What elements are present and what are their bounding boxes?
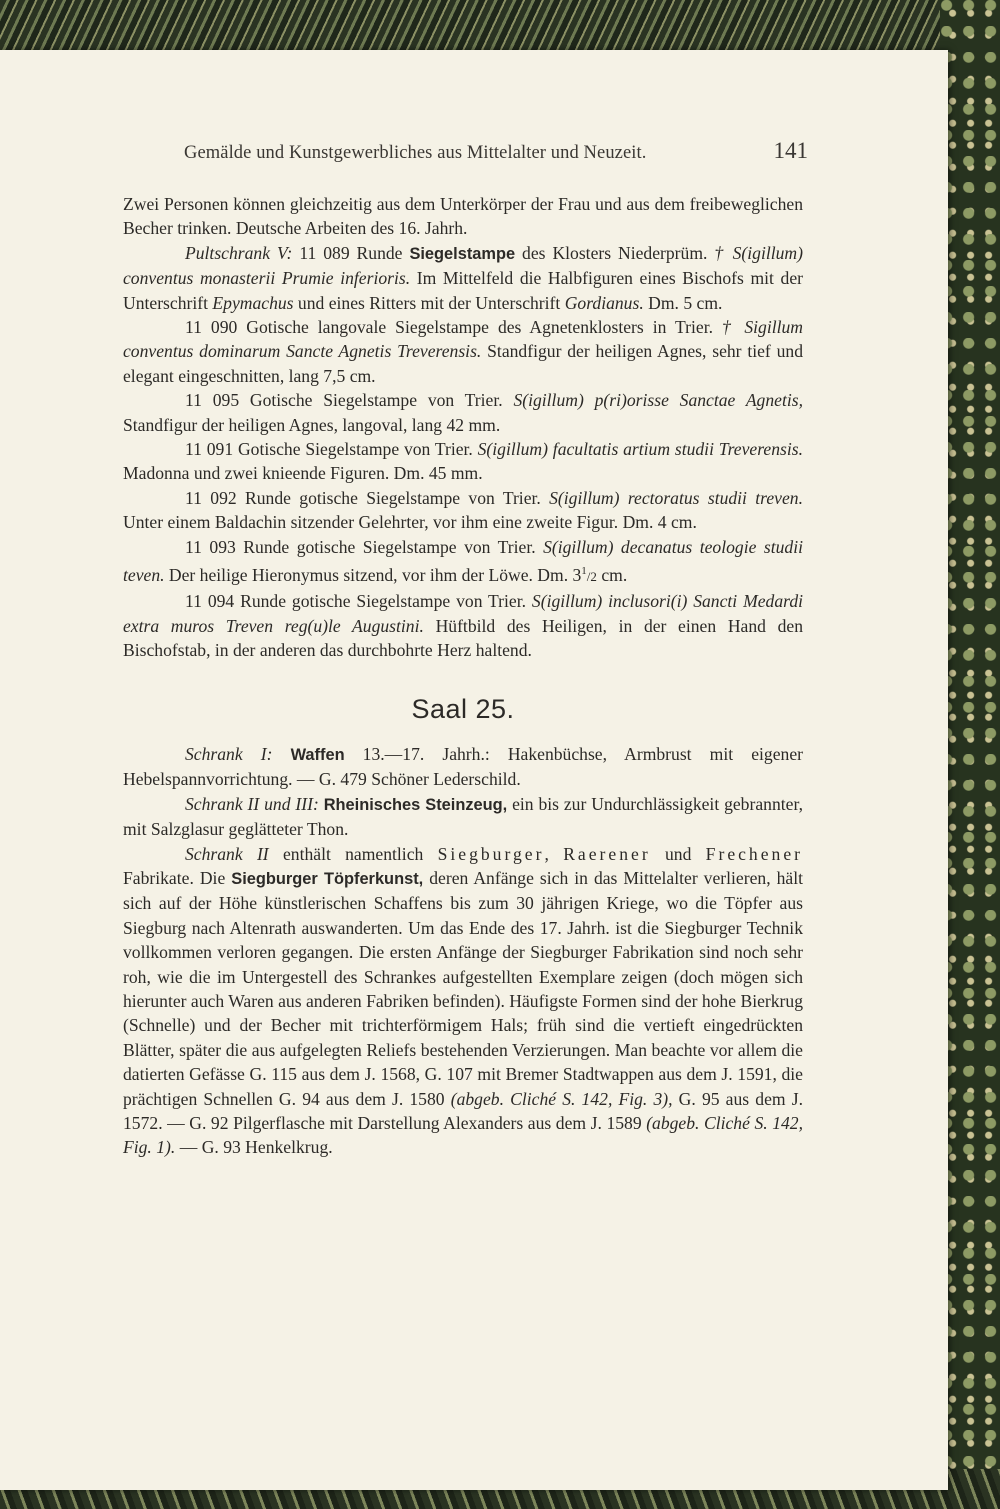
text: Zwei Personen können gleichzeitig aus dem Unterkörper der Frau und aus dem freibeweglichen Becher trinken. Deutsche Arbeiten des 16. Jahrh. — [123, 194, 803, 239]
inscription: S(igillum) inclusori(i) Sancti Medardi extra muros Treven reg(u)le Augustini. — [123, 591, 804, 636]
text: Standfigur der heiligen Agnes, langoval, lang 42 mm. — [123, 414, 501, 435]
book-page — [0, 50, 948, 1490]
text: Madonna und zwei knieende Figuren. Dm. 45 mm. — [123, 463, 483, 484]
text: und eines Ritters mit der Unterschrift — [293, 292, 565, 313]
page-body — [123, 192, 803, 1160]
text: Dm. 5 cm. — [643, 292, 723, 313]
text: deren Anfänge sich in das Mittelalter verlieren, hält sich auf der Höhe künstlerischen Schaffens bis zum 30 jährigen Kriege, wo die Töpfer aus Siegburg nach Altenrath auswanderten. Um das Ende des 17. Jahrh. ist die Siegburger Technik vollkommen verloren gegangen. Die ersten Anfänge der Siegburger Fabrikation sind noch sehr roh, wie die im Untergestell des Schrankes aufgestellten Exemplare zeigen (doch mögen sich hierunter auch Waren aus anderen Fabriken befinden). Häufigste Formen sind der hohe Bierkrug (Schnelle) und der Becher mit trichterförmigem Hals; früh sind die vertieft eingedrückten Blätter, später die aus aufgelegten Reliefs bestehenden Verzierungen. Man beachte vor allem die datierten Gefässe G. 115 aus dem J. 1568, G. 107 mit Bremer Stadtwappen aus dem J. 1591, die prächtigen Schnellen G. 94 aus dem J. 1580 — [123, 868, 803, 1109]
text: 13.—17. Jahrh.: Hakenbüchse, Armbrust mit eigener Hebelspannvorrichtung. — G. 479 Schöner Lederschild. — [123, 743, 803, 790]
inscription: † Sigillum conventus dominarum Sancte Agnetis Treverensis. — [123, 317, 803, 362]
fraction-denominator: /2 — [586, 568, 597, 584]
cabinet-label: Schrank I: — [185, 743, 273, 764]
text: des Klosters Niederprüm. — [515, 242, 715, 263]
spaced-term: Frechener — [705, 843, 804, 864]
paragraph — [123, 842, 803, 1160]
text: Standfigur der heiligen Agnes, sehr tief und elegant eingeschnitten, lang 7,5 cm. — [123, 341, 804, 386]
bold-term: Siegburger Töpferkunst, — [231, 870, 424, 889]
paragraph — [123, 192, 803, 241]
catalog-entry — [123, 437, 803, 486]
bold-term: Waffen — [290, 745, 345, 764]
inscription-name: Gordianus. — [564, 292, 644, 313]
inscription-name: Epymachus — [212, 292, 294, 313]
inscription: S(igillum) facultatis artium studii Treverensis. — [477, 439, 803, 460]
figure-reference: (abgeb. Cliché S. 142, Fig. 3), — [450, 1088, 673, 1109]
text: — G. 93 Henkelkrug. — [175, 1137, 333, 1158]
catalog-entry — [123, 486, 803, 535]
bold-term: Siegelstampe — [409, 244, 516, 263]
catalog-entry — [123, 315, 803, 388]
section-heading-wrap — [123, 693, 803, 724]
catalog-entry — [123, 241, 803, 315]
entry-number: 11 089 Runde — [292, 242, 410, 263]
text: und — [650, 843, 706, 864]
paragraph — [123, 792, 803, 842]
text: Im Mittelfeld die Halbfiguren eines Bischofs mit der Unterschrift — [123, 268, 803, 313]
text: G. 95 aus dem J. 1572. — G. 92 Pilgerflasche mit Darstellung Alexanders aus dem J. 1589 — [123, 1088, 803, 1134]
header-title: Gemälde und Kunstgewerbliches aus Mittelalter und Neuzeit. — [184, 143, 647, 163]
cabinet-label: Schrank II — [185, 843, 269, 864]
text: cm. — [596, 564, 628, 585]
text: , — [544, 843, 564, 864]
spaced-term: Siegburger — [437, 843, 545, 864]
book-binding-right — [940, 0, 1000, 1509]
inscription: S(igillum) decanatus teologie studii teven. — [123, 536, 803, 585]
bold-term: Rheinisches Steinzeug, — [323, 795, 508, 814]
page-number: 141 — [773, 138, 808, 163]
paragraph — [123, 742, 803, 792]
catalog-entry — [123, 535, 803, 590]
text: Unter einem Baldachin sitzender Gelehrter, vor ihm eine zweite Figur. Dm. 4 cm. — [123, 512, 697, 533]
text: Hüftbild des Heiligen, in der einen Hand den Bischofstab, in der anderen das durchbohrte Herz haltend. — [123, 615, 803, 661]
fraction-numerator: 1 — [581, 565, 587, 578]
text: Fabrikate. Die — [123, 868, 232, 889]
text: enthält namentlich — [268, 843, 438, 864]
inscription: † S(igillum) conventus monasterii Prumie inferioris. — [123, 242, 803, 289]
cabinet-label: Schrank II und III: — [185, 793, 319, 814]
inscription: S(igillum) rectoratus studii treven. — [549, 487, 803, 508]
text: 11 094 Runde gotische Siegelstampe von Trier. — [185, 591, 532, 612]
text: 11 091 Gotische Siegelstampe von Trier. — [185, 439, 478, 460]
text: 11 095 Gotische Siegelstampe von Trier. — [185, 390, 514, 411]
catalog-entry — [123, 589, 803, 662]
text: Der heilige Hieronymus sitzend, vor ihm der Löwe. Dm. 3 — [164, 564, 582, 585]
text: ein bis zur Undurchlässigkeit gebrannter, mit Salzglasur geglätteter Thon. — [123, 793, 803, 840]
inscription: S(igillum) p(ri)orisse Sanctae Agnetis, — [513, 390, 803, 411]
catalog-entry — [123, 388, 803, 437]
text: 11 090 Gotische langovale Siegelstampe des Agnetenklosters in Trier. — [185, 317, 722, 338]
text: 11 093 Runde gotische Siegelstampe von Trier. — [185, 536, 544, 557]
text: 11 092 Runde gotische Siegelstampe von Trier. — [185, 487, 550, 508]
spaced-term: Raerener — [563, 843, 651, 864]
section-heading: Saal 25. — [411, 693, 515, 724]
running-header — [184, 138, 808, 172]
cabinet-label: Pultschrank V: — [185, 242, 293, 263]
figure-reference: (abgeb. Cliché S. 142, Fig. 1). — [123, 1113, 804, 1158]
